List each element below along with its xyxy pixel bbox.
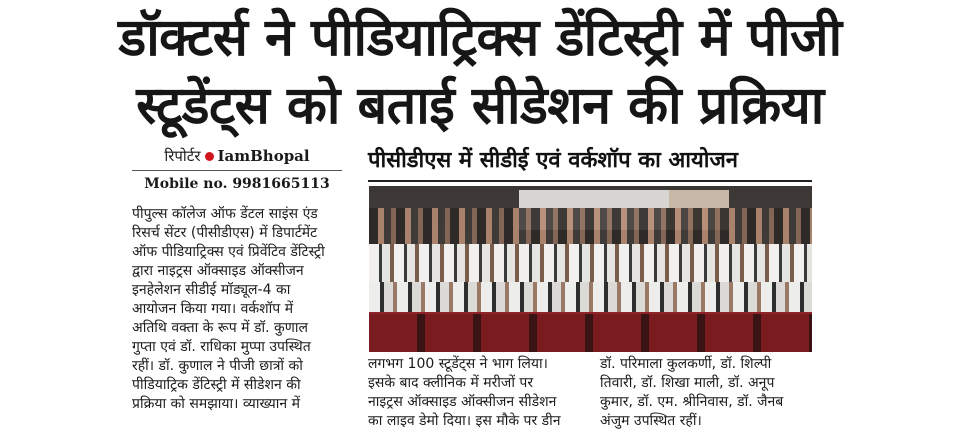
headline-line-1: डॉक्टर्स ने पीडियाट्रिक्स डेंटिस्ट्री में पीजी <box>118 8 842 68</box>
text-line: अंजुम उपस्थित रहीं। <box>600 413 702 429</box>
headline <box>0 4 960 140</box>
text-line: का लाइव डेमो दिया। इस मौके पर डीन <box>368 413 561 429</box>
group-photo-icon <box>369 186 812 352</box>
text-line: डॉ. परिमाला कुलकर्णी, डॉ. शिल्पी <box>600 356 772 372</box>
mobile-line <box>132 174 342 194</box>
red-dot-icon <box>205 152 214 161</box>
article-column-2 <box>368 355 580 431</box>
text-line: पीपुल्स कॉलेज ऑफ डेंटल साइंस एंड <box>132 206 318 222</box>
reporter-line <box>132 146 342 166</box>
text-line: इनहेलेशन सीडीई मॉड्यूल-4 का <box>132 282 291 298</box>
byline <box>132 146 342 194</box>
headline-line-2: स्टूडेंट्स को बताई सीडेशन की प्रक्रिया <box>136 76 824 136</box>
text-line: इसके बाद क्लीनिक में मरीजों पर <box>368 375 534 391</box>
text-line: प्रक्रिया को समझाया। व्याख्यान में <box>132 396 300 412</box>
text-line: कुमार, डॉ. एम. श्रीनिवास, डॉ. जैनब <box>600 394 784 410</box>
article-column-1 <box>132 205 342 414</box>
byline-divider <box>132 170 342 171</box>
subheadline: पीसीडीएस में सीडीई एवं वर्कशॉप का आयोजन <box>368 148 738 173</box>
article-column-3 <box>600 355 812 431</box>
text-line: रहीं। डॉ. कुणाल ने पीजी छात्रों को <box>132 358 303 374</box>
text-line: आयोजन किया गया। वर्कशॉप में <box>132 301 294 317</box>
text-line: पीडियाट्रिक डेंटिस्ट्री में सीडेशन की <box>132 377 301 393</box>
reporter-label: रिपोर्टर <box>164 147 201 165</box>
brand-name: IamBhopal <box>217 147 310 165</box>
text-line: ऑफ पीडियाट्रिक्स एवं प्रिवेंटिव डेंटिस्ट्री <box>132 244 325 260</box>
people-front-row <box>369 282 812 316</box>
mobile-label: Mobile no. <box>144 176 228 192</box>
text-line: द्वारा नाइट्रस ऑक्साइड ऑक्सीजन <box>132 263 304 279</box>
text-line: रिसर्च सेंटर (पीसीडीएस) में डिपार्टमेंट <box>132 225 318 241</box>
mobile-number: 9981665113 <box>232 176 330 192</box>
subhead-divider <box>368 180 812 182</box>
text-line: अतिथि वक्ता के रूप में डॉ. कुणाल <box>132 320 308 336</box>
text-line: नाइट्रस ऑक्साइड ऑक्सीजन सीडेशन <box>368 394 557 410</box>
text-line: गुप्ता एवं डॉ. राधिका मुप्पा उपस्थित <box>132 339 311 355</box>
text-line: लगभग 100 स्टूडेंट्स ने भाग लिया। <box>368 356 548 372</box>
auditorium-chairs <box>369 314 812 352</box>
text-line: तिवारी, डॉ. शिखा माली, डॉ. अनूप <box>600 375 775 391</box>
